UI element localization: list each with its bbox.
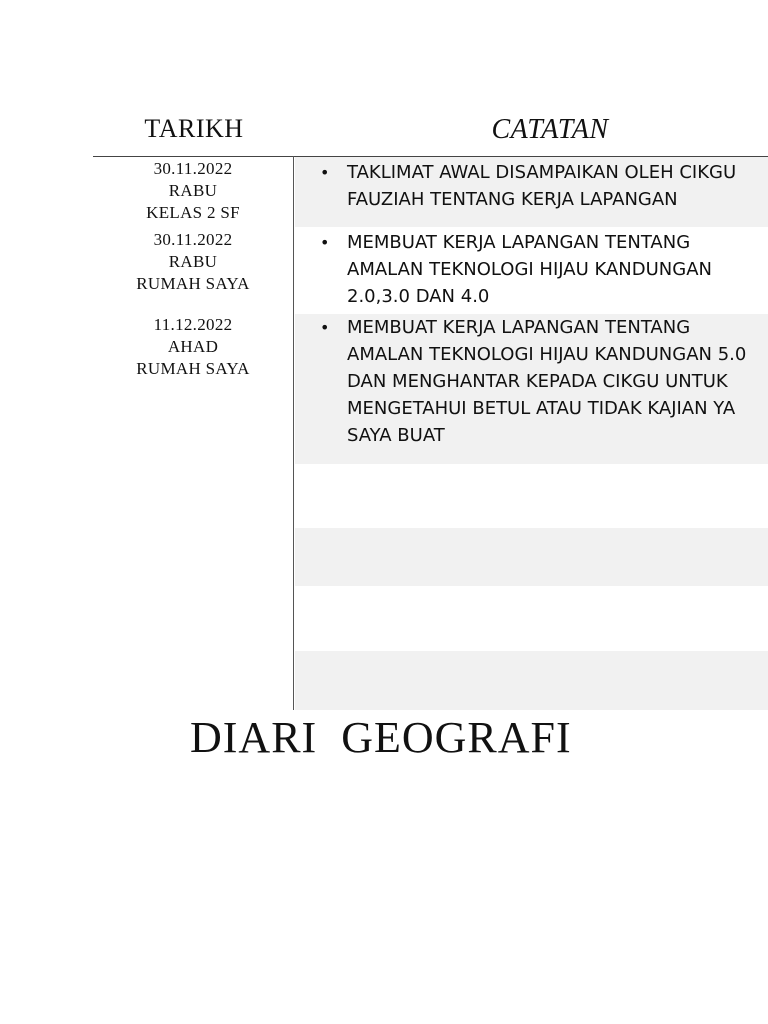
note-line: DAN MENGHANTAR KEPADA CIKGU UNTUK — [347, 371, 728, 392]
note-item — [320, 159, 768, 213]
note-line: FAUZIAH TENTANG KERJA LAPANGAN — [347, 189, 678, 210]
note-line: TAKLIMAT AWAL DISAMPAIKAN OLEH CIKGU — [347, 162, 737, 183]
bullet-icon: • — [320, 318, 330, 337]
bullet-icon: • — [320, 163, 330, 182]
note-line: AMALAN TEKNOLOGI HIJAU KANDUNGAN — [347, 259, 712, 280]
column-header-tarikh: TARIKH — [144, 114, 244, 143]
entry-day: RABU — [168, 181, 218, 200]
entry-place: KELAS 2 SF — [146, 203, 240, 222]
note-line: AMALAN TEKNOLOGI HIJAU KANDUNGAN 5.0 — [347, 344, 747, 365]
date-cell — [95, 314, 291, 380]
entry-date: 30.11.2022 — [153, 230, 233, 249]
note-item — [320, 229, 768, 310]
note-line: SAYA BUAT — [347, 425, 445, 446]
column-divider — [293, 156, 294, 710]
column-header-catatan: CATATAN — [491, 114, 609, 145]
note-line: MEMBUAT KERJA LAPANGAN TENTANG — [347, 232, 691, 253]
date-cell — [95, 158, 291, 224]
row-band — [295, 528, 768, 586]
entry-date: 30.11.2022 — [153, 159, 233, 178]
note-item — [320, 314, 768, 449]
date-cell — [95, 229, 291, 295]
entry-place: RUMAH SAYA — [136, 359, 250, 378]
note-line: MEMBUAT KERJA LAPANGAN TENTANG — [347, 317, 691, 338]
bullet-icon: • — [320, 233, 330, 252]
note-line: MENGETAHUI BETUL ATAU TIDAK KAJIAN YA — [347, 398, 736, 419]
note-line: 2.0,3.0 DAN 4.0 — [347, 286, 490, 307]
entry-date: 11.12.2022 — [153, 315, 233, 334]
row-band — [295, 651, 768, 710]
entry-day: AHAD — [167, 337, 219, 356]
entry-place: RUMAH SAYA — [136, 274, 250, 293]
entry-day: RABU — [168, 252, 218, 271]
page-title: DIARI GEOGRAFI — [190, 713, 572, 762]
